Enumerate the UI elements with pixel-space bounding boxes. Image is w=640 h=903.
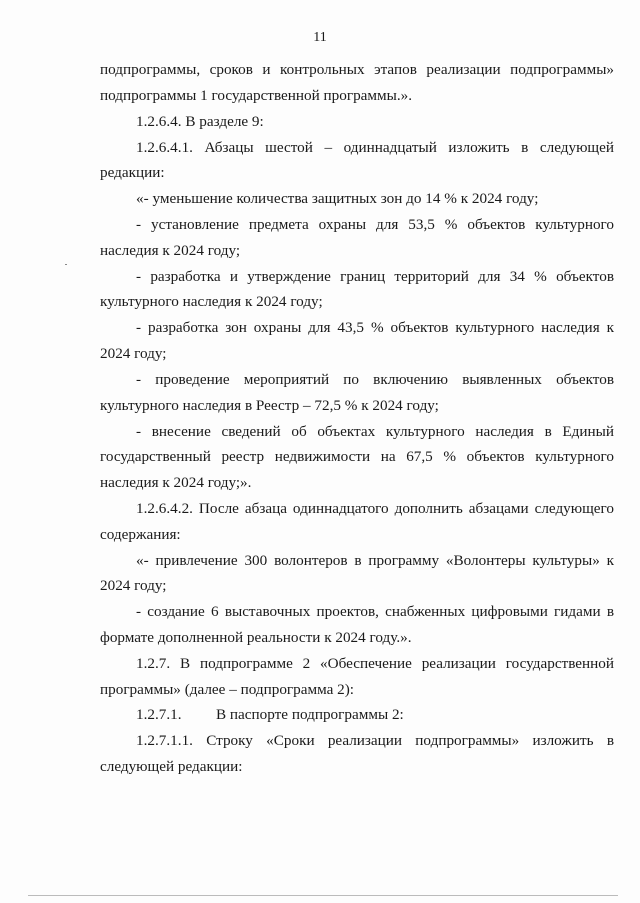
list-item-line: - внесение сведений об объектах культурного наследия в Единый — [136, 423, 614, 440]
list-item-line: «- привлечение 300 волонтеров в программу «Волонтеры культуры» к — [136, 552, 614, 569]
page-number: 11 — [313, 30, 327, 45]
text-line: 2024 году; — [100, 577, 167, 594]
section-number: 1.2.7.1. — [136, 706, 182, 723]
text-line: 1.2.6.4.1. Абзацы шестой – одиннадцатый изложить в следующей — [136, 139, 614, 156]
text-line: 2024 году; — [100, 345, 167, 362]
text-line: наследия к 2024 году; — [100, 242, 241, 259]
list-item-line: «- уменьшение количества защитных зон до 14 % к 2024 году; — [136, 190, 539, 207]
section-heading: 1.2.7. В подпрограмме 2 «Обеспечение реализации государственной — [136, 655, 614, 672]
text-line: государственный реестр недвижимости на 67,5 % объектов культурного — [100, 448, 614, 465]
text-line: культурного наследия в Реестр – 72,5 % к 2024 году; — [100, 397, 439, 414]
text-line: подпрограммы 1 государственной программы.». — [100, 87, 413, 104]
scan-edge-line — [28, 895, 618, 896]
list-item-line: - разработка зон охраны для 43,5 % объектов культурного наследия к — [136, 319, 614, 336]
text-line: культурного наследия к 2024 году; — [100, 293, 323, 310]
text-line: 1.2.7.1.1. Строку «Сроки реализации подпрограммы» изложить в — [136, 732, 614, 749]
list-item-line: - установление предмета охраны для 53,5 % объектов культурного — [136, 216, 614, 233]
text-line: наследия к 2024 году;». — [100, 474, 252, 491]
list-item-line: - разработка и утверждение границ территорий для 34 % объектов — [136, 268, 614, 285]
list-item-line: - создание 6 выставочных проектов, снабженных цифровыми гидами в — [136, 603, 614, 620]
text-line: следующей редакции: — [100, 758, 243, 775]
scan-speck — [65, 264, 67, 265]
text-line: программы» (далее – подпрограмма 2): — [100, 681, 355, 698]
text-line: редакции: — [100, 164, 165, 181]
text-line: содержания: — [100, 526, 181, 543]
text-line: подпрограммы, сроков и контрольных этапов реализации подпрограммы» — [100, 61, 614, 78]
text-line: 1.2.6.4.2. После абзаца одиннадцатого дополнить абзацами следующего — [136, 500, 614, 517]
text-line: формате дополненной реальности к 2024 году.». — [100, 629, 412, 646]
section-heading: 1.2.6.4. В разделе 9: — [136, 113, 264, 130]
section-title: В паспорте подпрограммы 2: — [216, 706, 404, 723]
list-item-line: - проведение мероприятий по включению выявленных объектов — [136, 371, 614, 388]
